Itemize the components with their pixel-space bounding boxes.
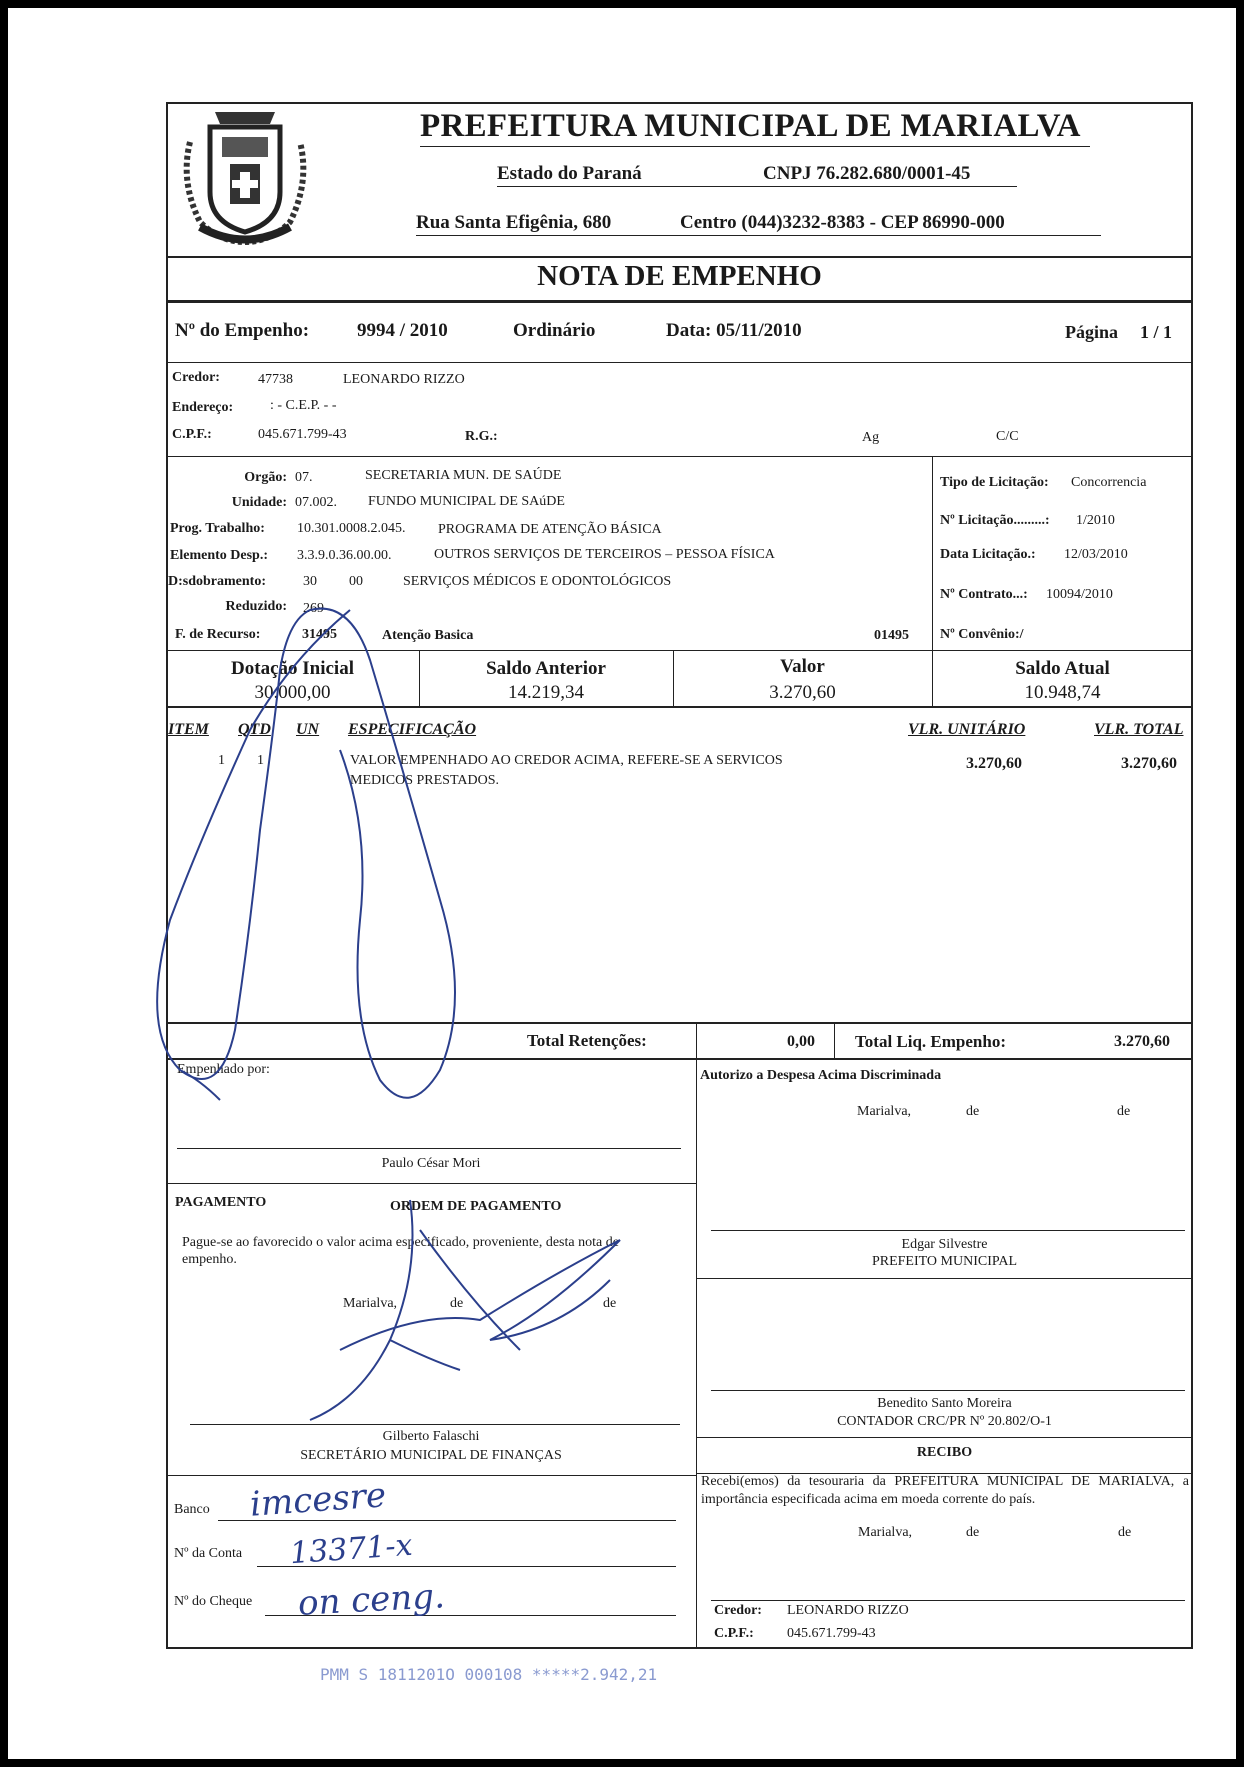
page-label: Página — [1065, 322, 1119, 342]
prefeito-name: Edgar Silvestre — [901, 1237, 988, 1252]
fonte-code: 31495 — [302, 627, 337, 642]
total-liq-label: Total Liq. Empenho: — [855, 1032, 1006, 1051]
rule — [166, 300, 1193, 303]
autorizo-de2: de — [1117, 1104, 1131, 1119]
rule — [166, 256, 1193, 258]
desd-code1: 30 — [303, 574, 317, 589]
unidade-value: FUNDO MUNICIPAL DE SAúDE — [368, 494, 565, 509]
scan-edge-left — [0, 0, 8, 1767]
scan-edge-top — [0, 0, 1244, 8]
autorizo-de1: de — [966, 1104, 980, 1119]
empenho-type: Ordinário — [513, 320, 596, 341]
elem-value: OUTROS SERVIÇOS DE TERCEIROS – PESSOA FÍSICA — [434, 547, 775, 562]
address-underline — [416, 235, 1101, 236]
contrato-value: 10094/2010 — [1046, 587, 1113, 602]
empenho-label: Nº do Empenho: — [175, 320, 310, 341]
contact-label: Centro (044)3232-8383 - CEP 86990-000 — [680, 212, 1005, 233]
elem-label: Elemento Desp.: — [170, 548, 268, 563]
address-label: Rua Santa Efigênia, 680 — [416, 212, 612, 233]
handwritten-signature-payment — [300, 1190, 660, 1450]
prefeito-role: PREFEITO MUNICIPAL — [871, 1254, 1018, 1269]
pagamento-city: Marialva, — [343, 1296, 398, 1311]
credor-name: LEONARDO RIZZO — [343, 372, 465, 387]
scan-edge-bottom — [0, 1759, 1244, 1767]
data-licitacao-value: 12/03/2010 — [1064, 547, 1128, 562]
rule — [696, 1278, 1193, 1279]
rule — [177, 1148, 681, 1149]
col-qtd: QTD — [238, 721, 271, 738]
recibo-city: Marialva, — [858, 1525, 913, 1540]
valor-value: 3.270,60 — [769, 682, 836, 703]
org-underline — [420, 146, 1090, 147]
handwritten-banco: imcesre — [248, 1475, 388, 1525]
col-vlr-unitario: VLR. UNITÁRIO — [908, 721, 1026, 738]
rule — [166, 456, 1193, 457]
item-description-line1: VALOR EMPENHADO AO CREDOR ACIMA, REFERE-SE A SERVICOS — [350, 753, 783, 768]
num-licitacao-label: Nº Licitação.........: — [940, 513, 1050, 528]
fonte-num: 01495 — [874, 628, 909, 643]
org-title: PREFEITURA MUNICIPAL DE MARIALVA — [420, 108, 1081, 144]
cpf-value: 045.671.799-43 — [258, 427, 347, 442]
item-description-line2: MEDICOS PRESTADOS. — [350, 773, 500, 788]
autorizo-label: Autorizo a Despesa Acima Discriminada — [700, 1068, 942, 1083]
num-licitacao-value: 1/2010 — [1076, 513, 1115, 528]
desd-value: SERVIÇOS MÉDICOS E ODONTOLÓGICOS — [403, 574, 672, 589]
ordem-pagamento-label: ORDEM DE PAGAMENTO — [390, 1199, 562, 1214]
empenhado-label: Empenhado por: — [177, 1062, 270, 1077]
recibo-credor-label: Credor: — [714, 1603, 762, 1618]
col-vlr-total: VLR. TOTAL — [1094, 721, 1184, 738]
rule — [166, 1183, 696, 1184]
contrato-label: Nº Contrato...: — [940, 587, 1028, 602]
prog-value: PROGRAMA DE ATENÇÃO BÁSICA — [438, 522, 662, 537]
credor-label: Credor: — [172, 370, 220, 385]
saldo-atual-value: 10.948,74 — [1024, 682, 1101, 703]
state-label: Estado do Paraná — [497, 163, 642, 184]
page-number: 1 / 1 — [1140, 322, 1173, 342]
machine-stamp: PMM S 1811201O 000108 *****2.942,21 — [320, 1665, 658, 1684]
rule — [696, 1022, 697, 1058]
document-title: NOTA DE EMPENHO — [537, 260, 822, 292]
pagamento-de2: de — [603, 1296, 617, 1311]
orgao-value: SECRETARIA MUN. DE SAÚDE — [365, 468, 562, 483]
handwritten-signature-loops — [140, 600, 500, 1120]
convenio-label: Nº Convênio:/ — [940, 627, 1024, 642]
recibo-de2: de — [1118, 1525, 1132, 1540]
secretario-role: SECRETÁRIO MUNICIPAL DE FINANÇAS — [300, 1448, 562, 1463]
autorizo-city: Marialva, — [857, 1104, 912, 1119]
empenho-date: Data: 05/11/2010 — [666, 320, 802, 341]
rule — [166, 362, 1193, 363]
recibo-cpf-value: 045.671.799-43 — [787, 1626, 876, 1641]
total-liq-value: 3.270,60 — [1114, 1033, 1170, 1050]
col-un: UN — [296, 721, 320, 738]
fonte-value: Atenção Basica — [382, 628, 474, 643]
conta-label: Nº da Conta — [174, 1546, 243, 1561]
prog-label: Prog. Trabalho: — [170, 521, 265, 536]
rule — [834, 1022, 835, 1058]
orgao-label: Orgão: — [244, 470, 287, 485]
unidade-code: 07.002. — [295, 495, 337, 510]
cpf-label: C.P.F.: — [172, 427, 212, 442]
saldo-anterior-value: 14.219,34 — [508, 682, 584, 703]
total-retencoes-label: Total Retenções: — [527, 1031, 647, 1050]
cc-label: C/C — [996, 429, 1019, 444]
orgao-code: 07. — [295, 470, 313, 485]
empenhado-name: Paulo César Mori — [381, 1156, 481, 1171]
data-licitacao-label: Data Licitação.: — [940, 547, 1036, 562]
col-especificacao: ESPECIFICAÇÃO — [348, 721, 477, 738]
contador-name: Benedito Santo Moreira — [877, 1396, 1012, 1411]
cnpj-label: CNPJ 76.282.680/0001-45 — [763, 163, 971, 184]
item-vlr-total: 3.270,60 — [1121, 755, 1177, 772]
recibo-cpf-label: C.P.F.: — [714, 1626, 754, 1641]
recibo-credor-value: LEONARDO RIZZO — [787, 1603, 909, 1618]
rule — [711, 1390, 1185, 1391]
banco-label: Banco — [174, 1502, 210, 1517]
secretario-name: Gilberto Falaschi — [382, 1429, 480, 1444]
credor-code: 47738 — [258, 372, 293, 387]
dotacao-value: 30.000,00 — [254, 682, 331, 703]
elem-code: 3.3.9.0.36.00.00. — [297, 548, 392, 563]
prog-code: 10.301.0008.2.045. — [297, 521, 406, 536]
saldo-atual-label: Saldo Atual — [1015, 658, 1110, 679]
col-item: ITEM — [168, 721, 209, 738]
item-qtd: 1 — [257, 753, 264, 768]
empenho-number: 9994 / 2010 — [357, 320, 448, 341]
rule — [932, 456, 933, 650]
desd-code2: 00 — [349, 574, 363, 589]
rule — [711, 1600, 1185, 1601]
reduzido-label: Reduzido: — [225, 599, 287, 614]
scan-edge-right — [1236, 0, 1244, 1767]
reduzido-value: 269 — [303, 601, 324, 616]
pagamento-text: Pague-se ao favorecido o valor acima especificado, proveniente, desta nota de empenho. — [182, 1235, 619, 1267]
cheque-label: Nº do Cheque — [174, 1594, 253, 1609]
rule — [696, 1058, 697, 1649]
coat-of-arms-logo — [170, 102, 320, 252]
rule — [696, 1437, 1193, 1438]
desd-label: D:sdobramento: — [168, 574, 266, 589]
fonte-label: F. de Recurso: — [175, 627, 261, 642]
saldo-anterior-label: Saldo Anterior — [486, 658, 606, 679]
rule — [711, 1230, 1185, 1231]
recibo-de1: de — [966, 1525, 980, 1540]
ag-label: Ag — [862, 430, 880, 445]
item-number: 1 — [218, 753, 225, 768]
endereco-label: Endereço: — [172, 400, 234, 415]
valor-label: Valor — [780, 656, 825, 677]
dotacao-label: Dotação Inicial — [231, 658, 354, 679]
endereco-value: : - C.E.P. - - — [270, 398, 337, 413]
item-vlr-unitario: 3.270,60 — [966, 755, 1022, 772]
tipo-licitacao-label: Tipo de Licitação: — [940, 475, 1049, 490]
total-retencoes-value: 0,00 — [787, 1033, 815, 1050]
rg-label: R.G.: — [465, 429, 498, 444]
handwritten-conta: 13371-x — [288, 1527, 414, 1572]
recibo-title: RECIBO — [916, 1445, 973, 1460]
contador-role: CONTADOR CRC/PR Nº 20.802/O-1 — [837, 1414, 1052, 1429]
unidade-label: Unidade: — [231, 495, 287, 510]
state-underline — [497, 186, 1017, 187]
rule — [166, 1475, 696, 1476]
pagamento-label: PAGAMENTO — [175, 1195, 267, 1210]
recibo-text: Recebi(emos) da tesouraria da PREFEITURA MUNICIPAL DE MARIALVA, a importância especificada acima em moeda corrente do país. — [701, 1474, 1189, 1507]
pagamento-de1: de — [450, 1296, 464, 1311]
handwritten-cheque: on ceng. — [297, 1576, 446, 1624]
tipo-licitacao-value: Concorrencia — [1071, 475, 1147, 490]
